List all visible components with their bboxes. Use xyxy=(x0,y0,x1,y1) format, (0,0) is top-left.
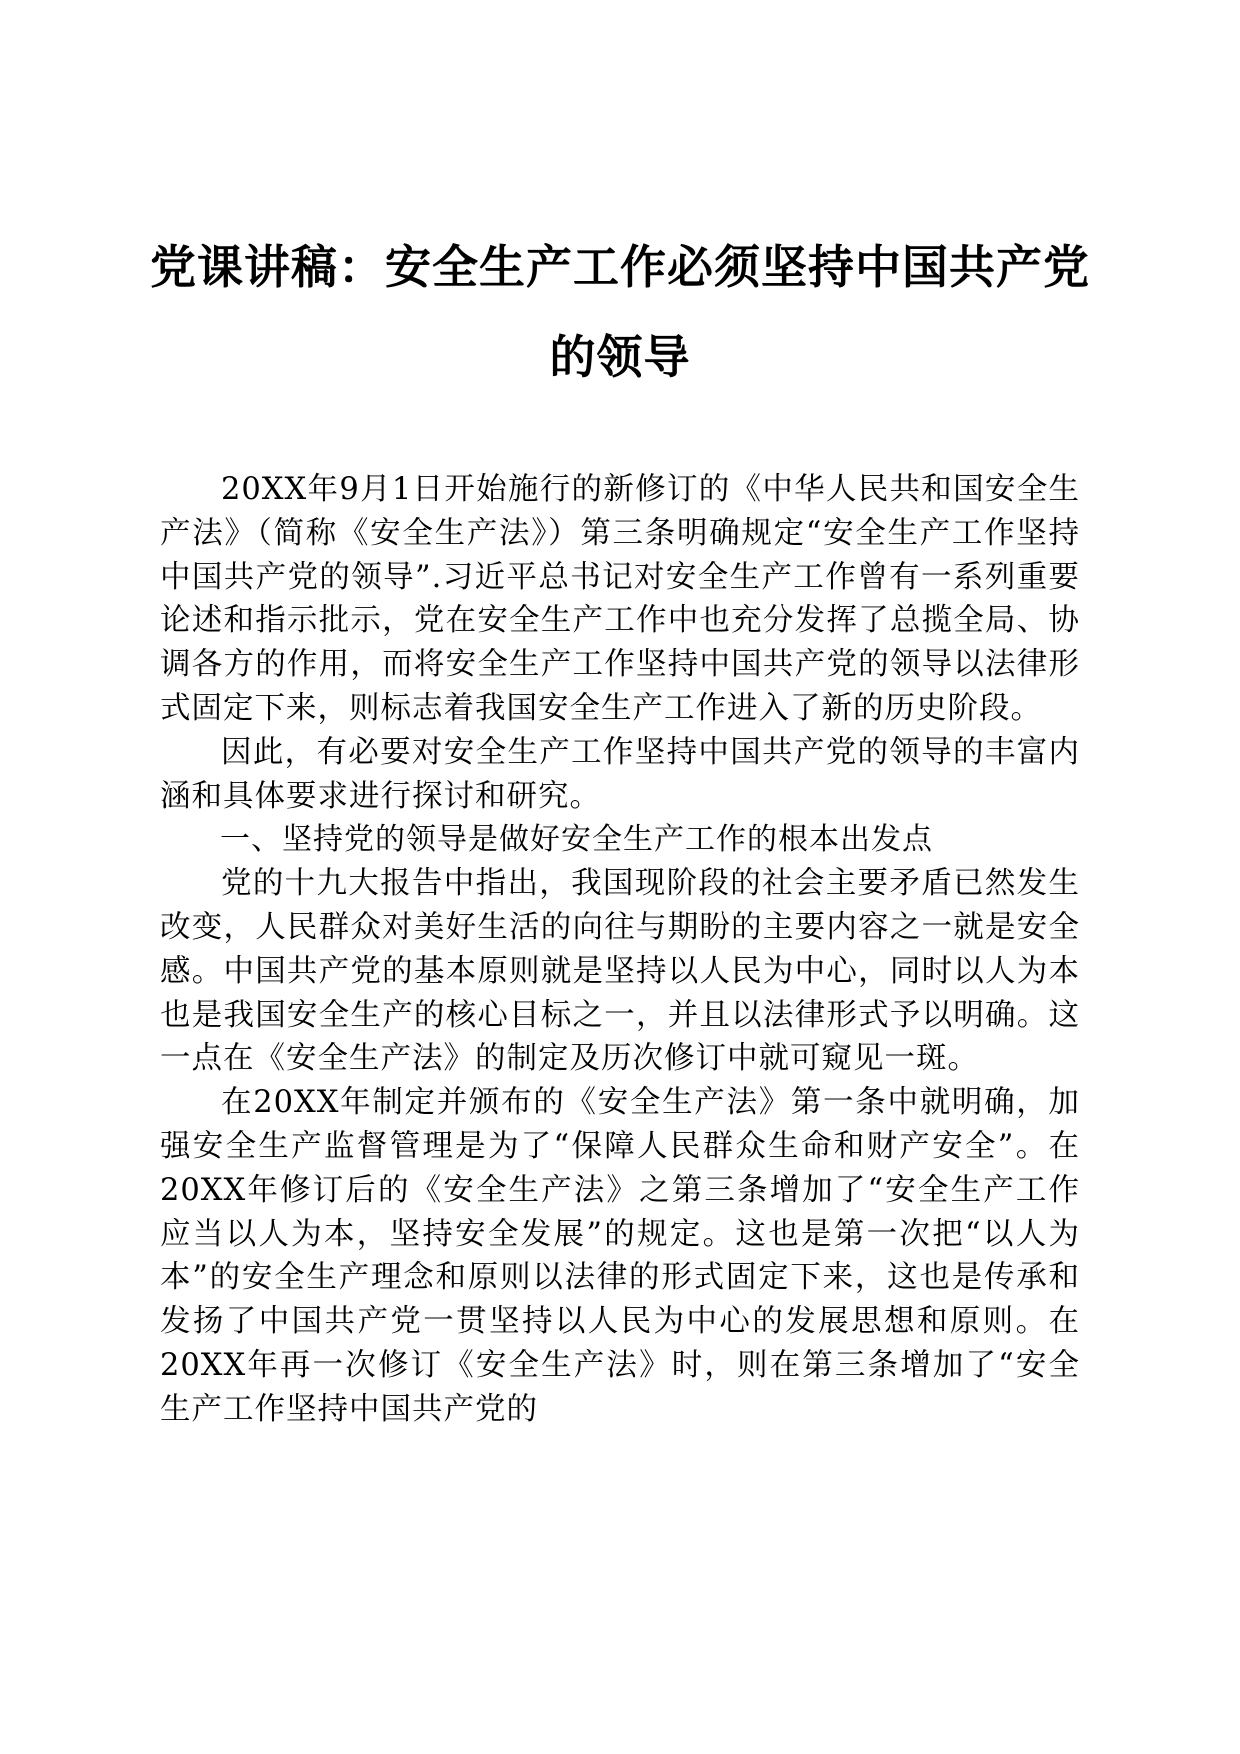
document-title: 党课讲稿：安全生产工作必须坚持中国共产党的领导 xyxy=(150,240,1090,384)
document-body xyxy=(160,468,1080,1432)
paragraph: 20XX年9月1日开始施行的新修订的《中华人民共和国安全生产法》（简称《安全生产法》）第三条明确规定“安全生产工作坚持中国共产党的领导”.习近平总书记对安全生产工作曾有一系列重要论述和指示批示，党在安全生产工作中也充分发挥了总揽全局、协调各方的作用，而将安全生产工作坚持中国共产党的领导以法律形式固定下来，则标志着我国安全生产工作进入了新的历史阶段。 xyxy=(160,472,1080,726)
paragraph: 党的十九大报告中指出，我国现阶段的社会主要矛盾已然发生改变，人民群众对美好生活的向往与期盼的主要内容之一就是安全感。中国共产党的基本原则就是坚持以人民为中心，同时以人为本也是我国安全生产的核心目标之一，并且以法律形式予以明确。这一点在《安全生产法》的制定及历次修订中就可窥见一斑。 xyxy=(160,866,1080,1077)
section-heading: 一、坚持党的领导是做好安全生产工作的根本出发点 xyxy=(220,822,933,858)
paragraph: 在20XX年制定并颁布的《安全生产法》第一条中就明确，加强安全生产监督管理是为了“保障人民群众生命和财产安全”。在20XX年修订后的《安全生产法》之第三条增加了“安全生产工作应当以人为本，坚持安全发展”的规定。这也是第一次把“以人为本”的安全生产理念和原则以法律的形式固定下来，这也是传承和发扬了中国共产党一贯坚持以人民为中心的发展思想和原则。在20XX年再一次修订《安全生产法》时，则在第三条增加了“安全生产工作坚持中国共产党的 xyxy=(160,1085,1080,1427)
paragraph: 因此，有必要对安全生产工作坚持中国共产党的领导的丰富内涵和具体要求进行探讨和研究。 xyxy=(160,734,1080,814)
